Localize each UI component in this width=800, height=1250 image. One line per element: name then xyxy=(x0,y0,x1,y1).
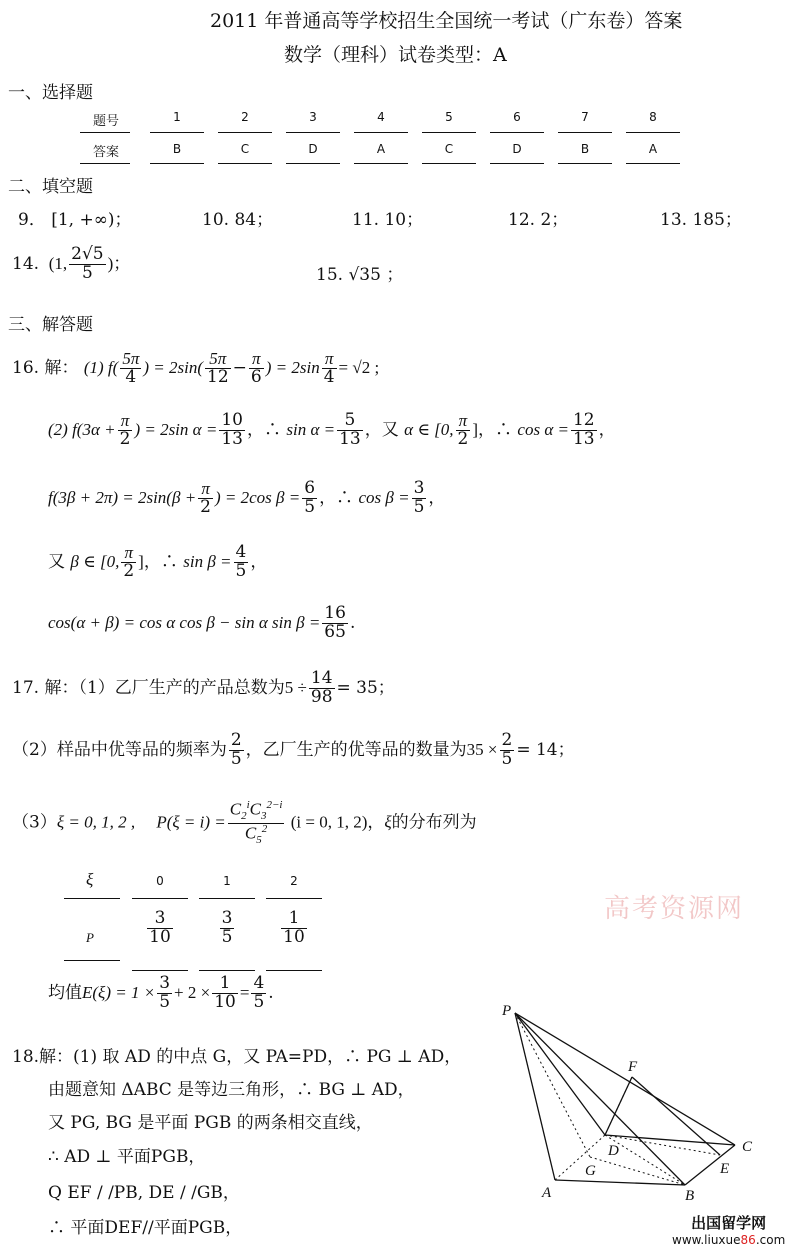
fill-q13 xyxy=(660,205,742,230)
dist-rule-top xyxy=(266,898,322,899)
fill-q13-label: 13. xyxy=(660,210,688,230)
dist-rule-xi xyxy=(64,898,120,899)
q17-part3-dist-text: 的分布列为 xyxy=(391,812,477,833)
fill-q9 xyxy=(18,205,132,230)
section-fill-heading: 二、填空题 xyxy=(8,177,93,197)
choice-rule-bottom xyxy=(626,163,680,164)
choice-table-bottom-rule xyxy=(80,163,130,164)
q17-part2-result: = 14； xyxy=(516,739,575,760)
dist-rule-bottom xyxy=(266,970,322,971)
choice-answer-8: A xyxy=(648,142,658,156)
section-solve-heading: 三、解答题 xyxy=(8,315,93,335)
fill-q15 xyxy=(316,260,403,285)
page-title: 2011 年普通高等学校招生全国统一考试（广东卷）答案 xyxy=(210,10,683,32)
choice-row-label-answer: 答案 xyxy=(93,145,120,160)
choice-answer-7: B xyxy=(580,142,590,156)
dist-prob-0: $\frac{3}{10}$ xyxy=(149,908,171,947)
dist-value-1: 1 xyxy=(223,874,231,888)
fill-q9-answer: [1, +∞)； xyxy=(51,210,132,230)
fill-q11-label: 11. xyxy=(352,210,380,230)
figure-label-c: C xyxy=(742,1139,753,1155)
choice-rule-top xyxy=(150,132,204,133)
fill-q10 xyxy=(202,205,273,230)
fill-q11 xyxy=(352,205,423,230)
figure-label-g: G xyxy=(585,1163,596,1179)
q17-line-2: （2）样品中优等品的频率为 $\frac{2}{5}$ ，乙厂生产的优等品的数量为35 × $\frac{2}{5}$ = 14； xyxy=(12,730,575,769)
footer-site-name: 出国留学网 xyxy=(691,1214,767,1232)
fill-q13-answer: 185； xyxy=(692,210,742,230)
fill-q11-answer: 10； xyxy=(384,210,424,230)
q17-part1-text: 解：（1）乙厂生产的产品总数为 xyxy=(44,677,285,698)
choice-number-1: 1 xyxy=(173,110,181,124)
footer-url: www.liuxue86.com xyxy=(672,1233,786,1247)
section-choice-heading: 一、选择题 xyxy=(8,83,93,103)
choice-rule-top xyxy=(422,132,476,133)
dist-rule-top xyxy=(199,898,255,899)
fill-q15-answer: √35 ； xyxy=(348,265,404,285)
figure-label-d: D xyxy=(608,1143,619,1159)
q17-line-3: （3）ξ = 0, 1, 2 , P(ξ = i) = $\frac{C_2^iC_3^{2-i}}{C_5^2}$ (i = 0, 1, 2)，ξ的分布列为 xyxy=(12,799,477,846)
dist-p-header: P xyxy=(86,930,94,945)
q17-mean-label: 均值 xyxy=(48,982,82,1003)
choice-rule-top xyxy=(490,132,544,133)
figure-label-a: A xyxy=(542,1185,552,1201)
fill-q14-fraction: $\frac{2√5}{5}$ xyxy=(71,244,104,283)
q16-line-5: cos(α + β) = cos α cos β − sin α sin β = $\frac{16}{65}$ . xyxy=(48,603,356,642)
choice-number-7: 7 xyxy=(581,110,589,124)
fill-q12-answer: 2； xyxy=(540,210,569,230)
choice-number-2: 2 xyxy=(241,110,249,124)
choice-answer-1: B xyxy=(172,142,182,156)
dist-rule-top xyxy=(132,898,188,899)
choice-number-3: 3 xyxy=(309,110,317,124)
footer-logo xyxy=(672,1212,785,1247)
q18-line-2: 由题意知 ΔABC 是等边三角形，∴ BG ⊥ AD， xyxy=(48,1080,415,1100)
choice-answer-2: C xyxy=(240,142,250,156)
fill-q9-label: 9． xyxy=(18,210,46,230)
q16-label: 16. xyxy=(12,357,40,378)
figure-label-b: B xyxy=(685,1188,695,1204)
choice-number-4: 4 xyxy=(377,110,385,124)
fill-q14-label: 14. xyxy=(12,253,40,274)
figure-label-f: F xyxy=(628,1059,638,1075)
choice-number-5: 5 xyxy=(445,110,453,124)
q18-line-1: 18.解：(1) 取 AD 的中点 G，又 PA=PD，∴ PG ⊥ AD， xyxy=(12,1047,462,1067)
choice-rule-top xyxy=(286,132,340,133)
q17-part1-result: = 35； xyxy=(336,677,395,698)
q18-line-3: 又 PG, BG 是平面 PGB 的两条相交直线， xyxy=(48,1113,373,1133)
choice-rule-top xyxy=(218,132,272,133)
q17-part3-label: （3） xyxy=(12,812,57,833)
choice-number-6: 6 xyxy=(513,110,521,124)
q17-label: 17. xyxy=(12,677,40,698)
q17-mean: 均值E(ξ) = 1 × $\frac{3}{5}$ + 2 × $\frac{1}{10}$ = $\frac{4}{5}$ . xyxy=(48,973,274,1012)
q18-line-5: Q EF / /PB, DE / /GB， xyxy=(48,1183,240,1203)
choice-answer-5: C xyxy=(444,142,454,156)
dist-prob-1: $\frac{3}{5}$ xyxy=(221,908,233,947)
choice-rule-bottom xyxy=(354,163,408,164)
choice-rule-top xyxy=(558,132,612,133)
dist-rule-p xyxy=(64,960,120,961)
choice-row-label-number: 题号 xyxy=(93,114,120,129)
fill-q10-label: 10. xyxy=(202,210,230,230)
dist-rule-bottom xyxy=(132,970,188,971)
q16-line-4: 又 β ∈ [0, $\frac{\pi}{2}$ ]，∴ sin β = $\frac{4}{5}$ ， xyxy=(48,542,268,581)
fill-q12 xyxy=(508,205,568,230)
choice-table-top-rule xyxy=(80,132,130,133)
choice-number-8: 8 xyxy=(649,110,657,124)
choice-rule-bottom xyxy=(218,163,272,164)
choice-rule-bottom xyxy=(422,163,476,164)
q17-part2-text-a: （2）样品中优等品的频率为 xyxy=(12,739,227,760)
dist-prob-2: $\frac{1}{10}$ xyxy=(283,908,305,947)
choice-rule-top xyxy=(354,132,408,133)
fill-q15-label: 15. xyxy=(316,265,344,285)
page-subtitle: 数学（理科）试卷类型：A xyxy=(284,44,507,66)
q18-line-6: ∴ 平面DEF//平面PGB， xyxy=(48,1218,243,1238)
q18-line-4: ∴ AD ⊥ 平面PGB， xyxy=(48,1147,206,1167)
figure-label-p: P xyxy=(502,1005,512,1019)
figure-label-e: E xyxy=(720,1161,730,1177)
choice-answer-6: D xyxy=(512,142,522,156)
pyramid-figure xyxy=(480,1005,780,1205)
watermark: 高考资源网 xyxy=(604,894,745,924)
q17-part2-text-b: ，乙厂生产的优等品的数量为 xyxy=(245,739,467,760)
choice-answer-3: D xyxy=(308,142,318,156)
dist-value-0: 0 xyxy=(156,874,164,888)
fill-q10-answer: 84； xyxy=(234,210,274,230)
dist-value-2: 2 xyxy=(290,874,298,888)
choice-rule-bottom xyxy=(558,163,612,164)
dist-rule-bottom xyxy=(199,970,255,971)
choice-rule-bottom xyxy=(286,163,340,164)
q17-line-1: 17. 解：（1）乙厂生产的产品总数为5 ÷ $\frac{14}{98}$ = 35； xyxy=(12,668,395,707)
choice-rule-bottom xyxy=(150,163,204,164)
choice-answer-4: A xyxy=(376,142,386,156)
q16-line-1: 16. 解： (1) f( $\frac{5\pi}{4}$ ) = 2sin( $\frac{5\pi}{12}$ − $\frac{\pi}{6}$ ) = 2sin $\frac{\pi}{4}$ = √2 ; xyxy=(12,349,380,387)
q16-line-3: f(3β + 2π) = 2sin(β + $\frac{\pi}{2}$ ) = 2cos β = $\frac{6}{5}$ ，∴ cos β = $\frac{3}{5}$ ， xyxy=(48,478,446,517)
q16-line-2: (2) f(3α + $\frac{\pi}{2}$ ) = 2sin α = $\frac{10}{13}$ ，∴ sin α = $\frac{5}{13}$ ，又 α ∈ [0, $\frac{\pi}{2}$ ]，∴ cos α = $\frac{12}{13}$ ， xyxy=(48,410,616,449)
fill-q14: 14. (1, $\frac{2√5}{5}$ )； xyxy=(12,244,131,283)
q16-jie: 解： xyxy=(44,357,79,378)
dist-xi-header: ξ xyxy=(86,870,94,889)
choice-rule-bottom xyxy=(490,163,544,164)
fill-q12-label: 12. xyxy=(508,210,536,230)
choice-rule-top xyxy=(626,132,680,133)
